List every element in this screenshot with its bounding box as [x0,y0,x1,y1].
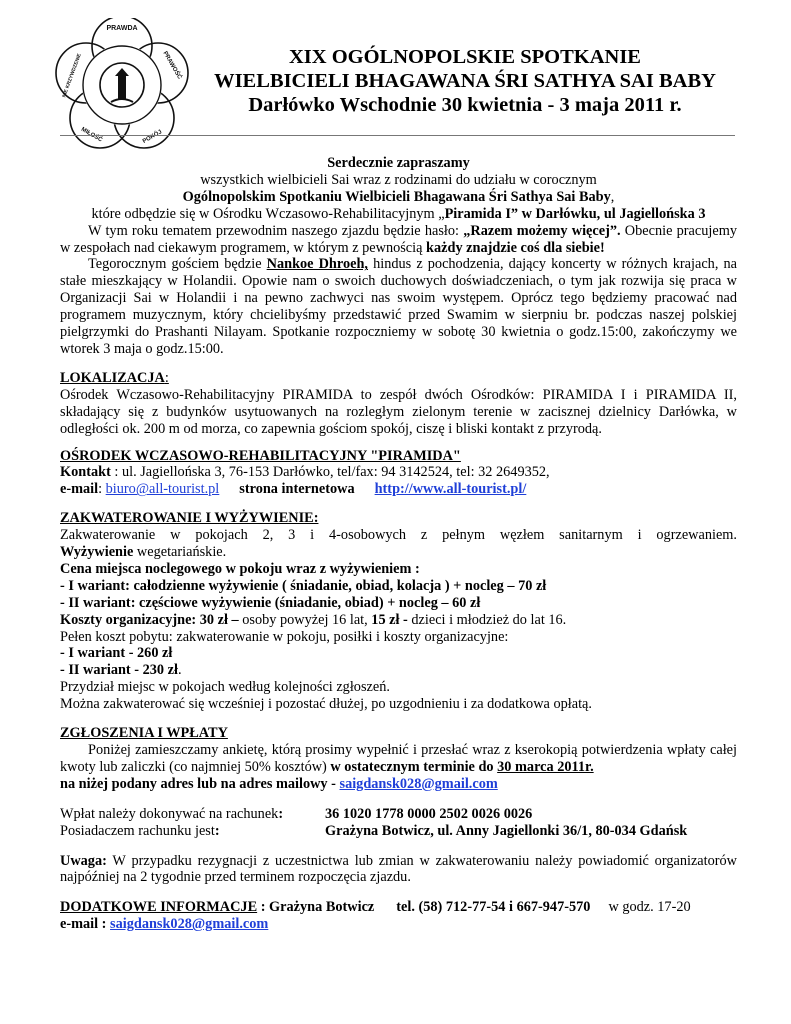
account-holder-label: Posiadaczem rachunku jest [60,822,215,839]
bank-account-row [60,806,737,823]
header-divider [60,135,735,136]
koszty-child-desc: dzieci i młodzież do lat 16. [407,611,567,628]
zgloszenia-email-link[interactable]: saigdansk028@gmail.com [339,775,498,792]
sai-emblem-logo [55,18,189,152]
zgloszenia-paragraph [60,742,737,793]
invite-line-3 [60,206,737,223]
contact-phone: tel. (58) 712-77-54 i 667-947-570 [396,899,591,916]
koszty-line [60,612,737,629]
address-intro: na niżej podany adres lub na adres mailowy - [60,775,340,792]
kontakt-label: Kontakt [60,464,111,481]
total-wariant-2-dot: . [177,662,182,679]
venue-intro: które odbędzie się w Ośrodku Wczasowo-Rehabilitacyjnym „ [91,205,445,222]
koszty-adult: Koszty organizacyjne: 30 zł – [60,611,239,628]
wyzywienie-label: Wyżywienie [60,544,134,561]
deadline-intro: w ostatecznym terminie do [330,758,498,775]
cena-heading: Cena miejsca noclegowego w pokoju wraz z wyżywieniem : [60,560,420,577]
total-wariant-2-line [60,662,737,679]
dodatkowe-colon: : [257,899,266,916]
header-title-line-2: WIELBICIELI BHAGAWANA ŚRI SATHYA SAI BABY [214,70,716,92]
section-heading-lokalizacja [60,370,737,387]
bank-account-label: Wpłat należy dokonywać na rachunek [60,805,279,822]
guest-paragraph [60,256,737,357]
theme-intro: W tym roku tematem przewodnim naszego zjazdu będzie hasło: [88,222,464,239]
section-heading-osrodek: OŚRODEK WCZASOWO-REHABILITACYJNY "PIRAMIDA" [60,447,461,464]
guest-name: Nankoe Dhroeh, [266,256,368,273]
koszty-child: 15 zł - [371,611,408,628]
contact-email-link[interactable]: saigdansk028@gmail.com [110,916,269,933]
kontakt-line [60,464,737,481]
header-date-line: Darłówko Wschodnie 30 kwietnia - 3 maja 2011 r. [248,94,682,116]
account-holder-colon: : [214,822,220,839]
theme-paragraph [60,223,737,257]
header-title-line-1: XIX OGÓLNOPOLSKIE SPOTKANIE [289,46,641,68]
document-header [205,45,725,117]
contact-email-label: e-mail [60,916,99,933]
logo-label-right: PRAWOŚĆ [161,50,183,81]
logo-label-bottom-right: POKÓJ [141,129,164,145]
contact-name: Grażyna Botwicz [269,899,375,916]
event-name: Ogólnopolskim Spotkaniu Wielbicieli Bhagawana Śri Sathya Sai Baby [182,188,611,205]
osrodek-email-link[interactable]: biuro@all-tourist.pl [105,481,220,498]
account-holder-value: Grażyna Botwicz, ul. Anny Jagiellonki 36/1, 80-034 Gdańsk [325,822,688,839]
total-wariant-2: - II wariant - 230 zł [60,662,178,679]
bank-account-colon: : [278,805,284,822]
kontakt-text: : ul. Jagiellońska 3, 76-153 Darłówko, tel/fax: 94 3142524, tel: 32 2649352, [110,464,550,481]
invite-line-2 [60,189,737,206]
przydzial-line: Przydział miejsc w pokojach według kolejności zgłoszeń. [60,679,390,696]
uwaga-label: Uwaga: [60,852,107,869]
zgloszenia-text: Poniżej zamieszczamy ankietę, którą prosimy wypełnić i przesłać wraz z kserokopią potwierdzenia wpłaty całej kwoty lub zaliczki (co najmniej 50% kosztów) [60,742,737,775]
www-label: strona internetowa [239,481,355,498]
section-heading-zgloszenia: ZGŁOSZENIA I WPŁATY [60,725,228,742]
wariant-1-price: - I wariant: całodzienne wyżywienie ( śniadanie, obiad, kolacja ) + nocleg – 70 zł [60,577,547,594]
zakwaterowanie-line-2 [60,544,737,561]
account-holder-row [60,823,737,840]
lokalizacja-colon: : [164,369,169,386]
theme-promise: każdy znajdzie coś dla siebie! [426,239,605,256]
dodatkowe-heading: DODATKOWE INFORMACJE [60,899,258,916]
total-wariant-1: - I wariant - 260 zł [60,645,173,662]
osrodek-email-line [60,481,737,498]
venue-address: Piramida I” w Darłówku, ul Jagiellońska 3 [444,205,706,222]
lokalizacja-heading-text: LOKALIZACJA [60,369,165,386]
bank-account-number: 36 1020 1778 0000 2502 0026 0026 [325,805,533,822]
zakwaterowanie-line-1: Zakwaterowanie w pokojach 2, 3 i 4-osobowych z pełnym węzłem sanitarnym i ogrzewaniem. [60,527,737,544]
koszty-adult-desc: osoby powyżej 16 lat, [238,611,372,628]
deadline-date: 30 marca 2011r. [497,758,594,775]
guest-description: hindus z pochodzenia, dający koncerty w różnych krajach, na stałe mieszkający w Holandii. Opowie nam o swoich duchowych doświadczeniach, o tym jak rozwija się praca w Organizacji Sai w Holandii i na pewno zachwyci nas swoim występem. Oprócz tego będziemy pracować nad programem muzycznym, który chcielibyśmy przedstawić przed Swamim w sierpniu br. podczas naszej polskiej pielgrzymki do Prashanti Nilayam. Spotkanie rozpoczniemy w sobotę 30 kwietnia o godz.15:00, zakończymy we wtorek 3 maja o godz.15:00. [60,256,737,357]
pelen-koszt-line: Pełen koszt pobytu: zakwaterowanie w pokoju, posiłki i koszty organizacyjne: [60,628,509,645]
theme-motto: „Razem możemy więcej”. [463,222,621,239]
theme-program: Obecnie pracujemy w zespołach nad ciekawym programem, w którym z pewnością [60,222,737,256]
wariant-2-price: - II wariant: częściowe wyżywienie (śniadanie, obiad) + nocleg – 60 zł [60,594,481,611]
invite-title: Serdecznie zapraszamy [327,155,470,171]
section-heading-zakwaterowanie: ZAKWATEROWANIE I WYŻYWIENIE: [60,510,319,527]
uwaga-paragraph [60,853,737,887]
guest-intro: Tegorocznym gościem będzie [88,256,267,273]
dodatkowe-line [60,899,737,916]
logo-label-bottom-left: MIŁOŚĆ [79,126,104,144]
logo-label-left: NIE KRZYWDZENIE [61,52,83,99]
event-name-comma: , [610,188,615,205]
wyzywienie-text: wegetariańskie. [133,544,227,561]
lokalizacja-text: Ośrodek Wczasowo-Rehabilitacyjny PIRAMIDA to zespół dwóch Ośrodków: PIRAMIDA I i PIRAMIDA II, składający się z budynków usytuowanych na rozległym zielonym terenie w zacisznej dzielnicy Darłówka, w odległości ok. 200 m od morza, co zapewnia gościom spokój, ciszę i bliski kontakt z przyrodą. [60,386,737,437]
osrodek-email-colon: : [98,481,106,498]
contact-hours: w godz. 17-20 [608,899,691,916]
www-link[interactable]: http://www.all-tourist.pl/ [374,481,527,498]
logo-label-top: PRAWDA [106,25,138,32]
document-body [60,155,737,933]
uwaga-text: W przypadku rezygnacji z uczestnictwa lub zmian w zakwaterowaniu należy powiadomić organizatorów najpóźniej na 2 tygodnie przed terminem rozpoczęcia zjazdu. [60,852,737,886]
invite-line-1: wszystkich wielbicieli Sai wraz z rodzinami do udziału w corocznym [200,171,597,188]
contact-email-colon: : [98,916,111,933]
contact-email-line [60,916,737,933]
mozna-line: Można zakwaterować się wcześniej i pozostać dłużej, po uzgodnieniu i za dodatkowa opłatą. [60,696,592,713]
osrodek-email-label: e-mail [60,481,99,498]
